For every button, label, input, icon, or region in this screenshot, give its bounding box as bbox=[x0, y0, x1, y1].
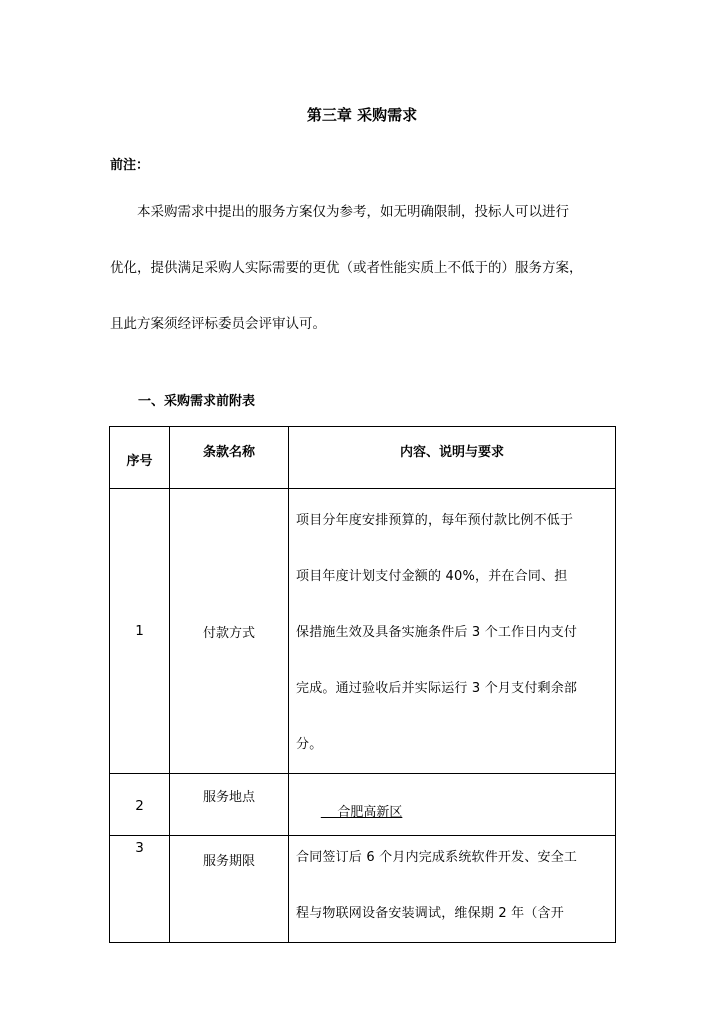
row-no: 2 bbox=[110, 774, 170, 836]
content-line: 项目年度计划支付金额的 40%，并在合同、担 bbox=[296, 569, 568, 584]
header-name: 条款名称 bbox=[170, 427, 289, 489]
row-content bbox=[289, 774, 616, 836]
content-line: 合同签订后 6 个月内完成系统软件开发、安全工 bbox=[296, 850, 578, 865]
table-row bbox=[110, 774, 616, 836]
requirements-table bbox=[109, 426, 616, 943]
row-content bbox=[289, 489, 616, 774]
row-name: 服务期限 bbox=[170, 836, 289, 943]
content-line: 分。 bbox=[296, 737, 323, 752]
content-line: 项目分年度安排预算的，每年预付款比例不低于 bbox=[296, 513, 574, 528]
row-no: 1 bbox=[110, 489, 170, 774]
note-paragraph-line: 本采购需求中提出的服务方案仅为参考，如无明确限制，投标人可以进行 bbox=[137, 204, 569, 220]
note-paragraph-line: 优化，提供满足采购人实际需要的更优（或者性能实质上不低于的）服务方案， bbox=[110, 260, 583, 276]
content-line: 保措施生效及具备实施条件后 3 个工作日内支付 bbox=[296, 625, 578, 640]
table-header-row bbox=[110, 427, 616, 489]
row-no: 3 bbox=[110, 836, 170, 943]
section-heading: 一、采购需求前附表 bbox=[138, 394, 256, 409]
table-row bbox=[110, 489, 616, 774]
service-location: 合肥高新区 bbox=[320, 805, 403, 820]
page-title: 第三章 采购需求 bbox=[306, 106, 418, 124]
table-row bbox=[110, 836, 616, 943]
content-line: 程与物联网设备安装调试，维保期 2 年（含开 bbox=[296, 906, 564, 921]
content-line: 完成。通过验收后并实际运行 3 个月支付剩余部 bbox=[296, 681, 578, 696]
note-label: 前注： bbox=[110, 158, 150, 173]
row-content bbox=[289, 836, 616, 943]
header-content: 内容、说明与要求 bbox=[289, 427, 616, 489]
row-name: 服务地点 bbox=[170, 774, 289, 836]
row-name: 付款方式 bbox=[170, 489, 289, 774]
header-no: 序号 bbox=[110, 427, 170, 489]
note-paragraph-line: 且此方案须经评标委员会评审认可。 bbox=[110, 316, 326, 332]
